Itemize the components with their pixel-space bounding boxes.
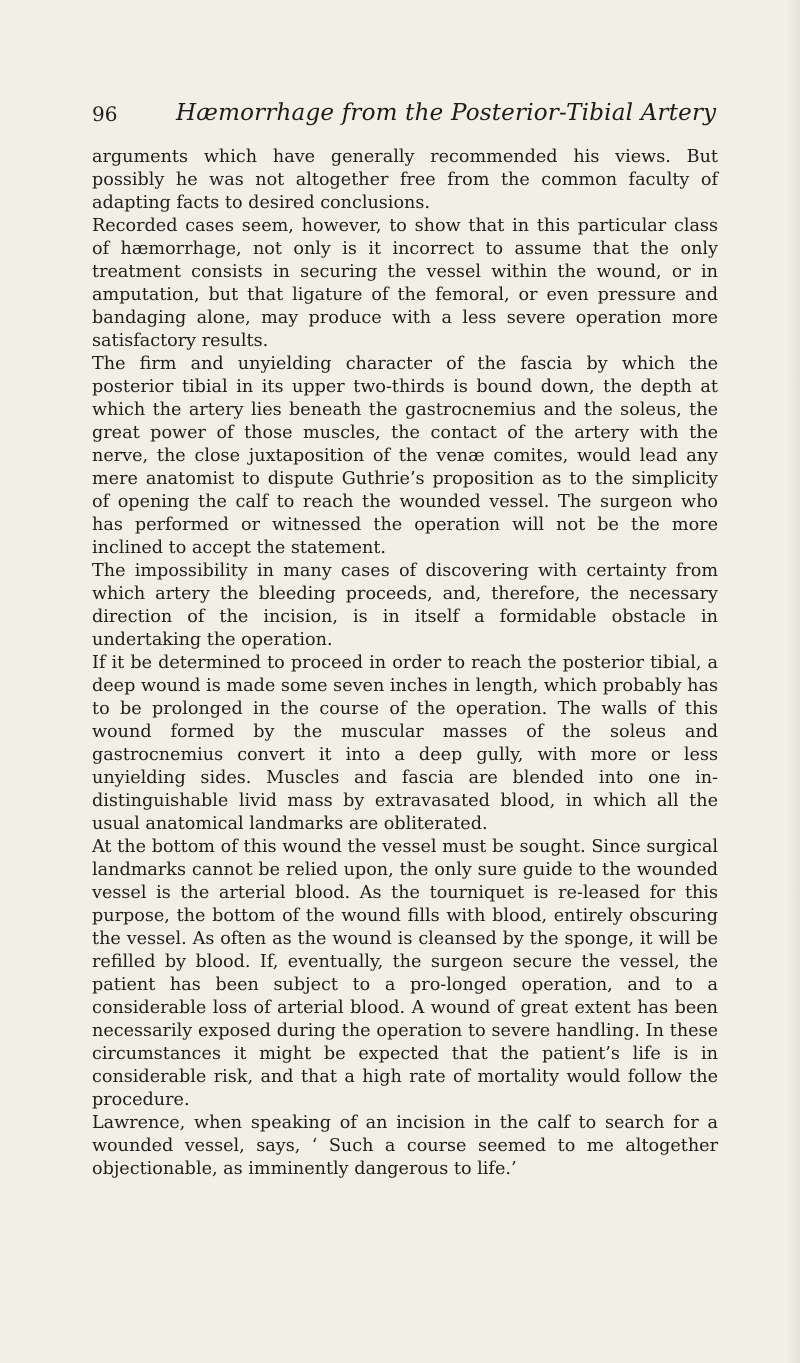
page-edge-shadow <box>786 0 800 1363</box>
paragraph-7: Lawrence, when speaking of an incision in the calf to search for a wounded vessel, says, ‘ Such a course seemed to me altogether objectionable, as imminently dangerous to life.’ <box>92 1113 718 1179</box>
paragraph-4: The impossibility in many cases of discovering with certainty from which artery the bleeding proceeds, and, therefore, the necessary direction of the incision, is in itself a formidable obstacle in undertaking the operation. <box>92 561 718 650</box>
body-text <box>92 146 718 1181</box>
page-number: 96 <box>92 102 118 126</box>
page-header <box>92 98 732 132</box>
paragraph-6: At the bottom of this wound the vessel must be sought. Since surgical landmarks cannot be relied upon, the only sure guide to the wounded vessel is the arterial blood. As the tourniquet is re-leased for this purpose, the bottom of the wound fills with blood, entirely obscuring the vessel. As often as the wound is cleansed by the sponge, it will be refilled by blood. If, eventually, the surgeon secure the vessel, the patient has been subject to a pro-longed operation, and to a considerable loss of arterial blood. A wound of great extent has been necessarily exposed during the operation to severe handling. In these circumstances it might be expected that the patient’s life is in considerable risk, and that a high rate of mortality would follow the procedure. <box>92 837 718 1110</box>
running-head: Hæmorrhage from the Posterior-Tibial Artery <box>176 100 717 126</box>
paragraph-5: If it be determined to proceed in order to reach the posterior tibial, a deep wound is made some seven inches in length, which probably has to be prolonged in the course of the operation. The walls of this wound formed by the muscular masses of the soleus and gastrocnemius convert it into a deep gully, with more or less unyielding sides. Muscles and fascia are blended into one in-distinguishable livid mass by extravasated blood, in which all the usual anatomical landmarks are obliterated. <box>92 653 718 834</box>
paragraph-1: arguments which have generally recommended his views. But possibly he was not altogether free from the common faculty of adapting facts to desired conclusions. <box>92 147 718 213</box>
paragraph-3: The firm and unyielding character of the fascia by which the posterior tibial in its upper two-thirds is bound down, the depth at which the artery lies beneath the gastrocnemius and the soleus, the great power of those muscles, the contact of the artery with the nerve, the close juxtaposition of the venæ comites, would lead any mere anatomist to dispute Guthrie’s proposition as to the simplicity of opening the calf to reach the wounded vessel. The surgeon who has performed or witnessed the operation will not be the more inclined to accept the statement. <box>92 354 718 558</box>
paragraph-2: Recorded cases seem, however, to show that in this particular class of hæmorrhage, not only is it incorrect to assume that the only treatment consists in securing the vessel within the wound, or in amputation, but that ligature of the femoral, or even pressure and bandaging alone, may produce with a less severe operation more satisfactory results. <box>92 216 718 351</box>
